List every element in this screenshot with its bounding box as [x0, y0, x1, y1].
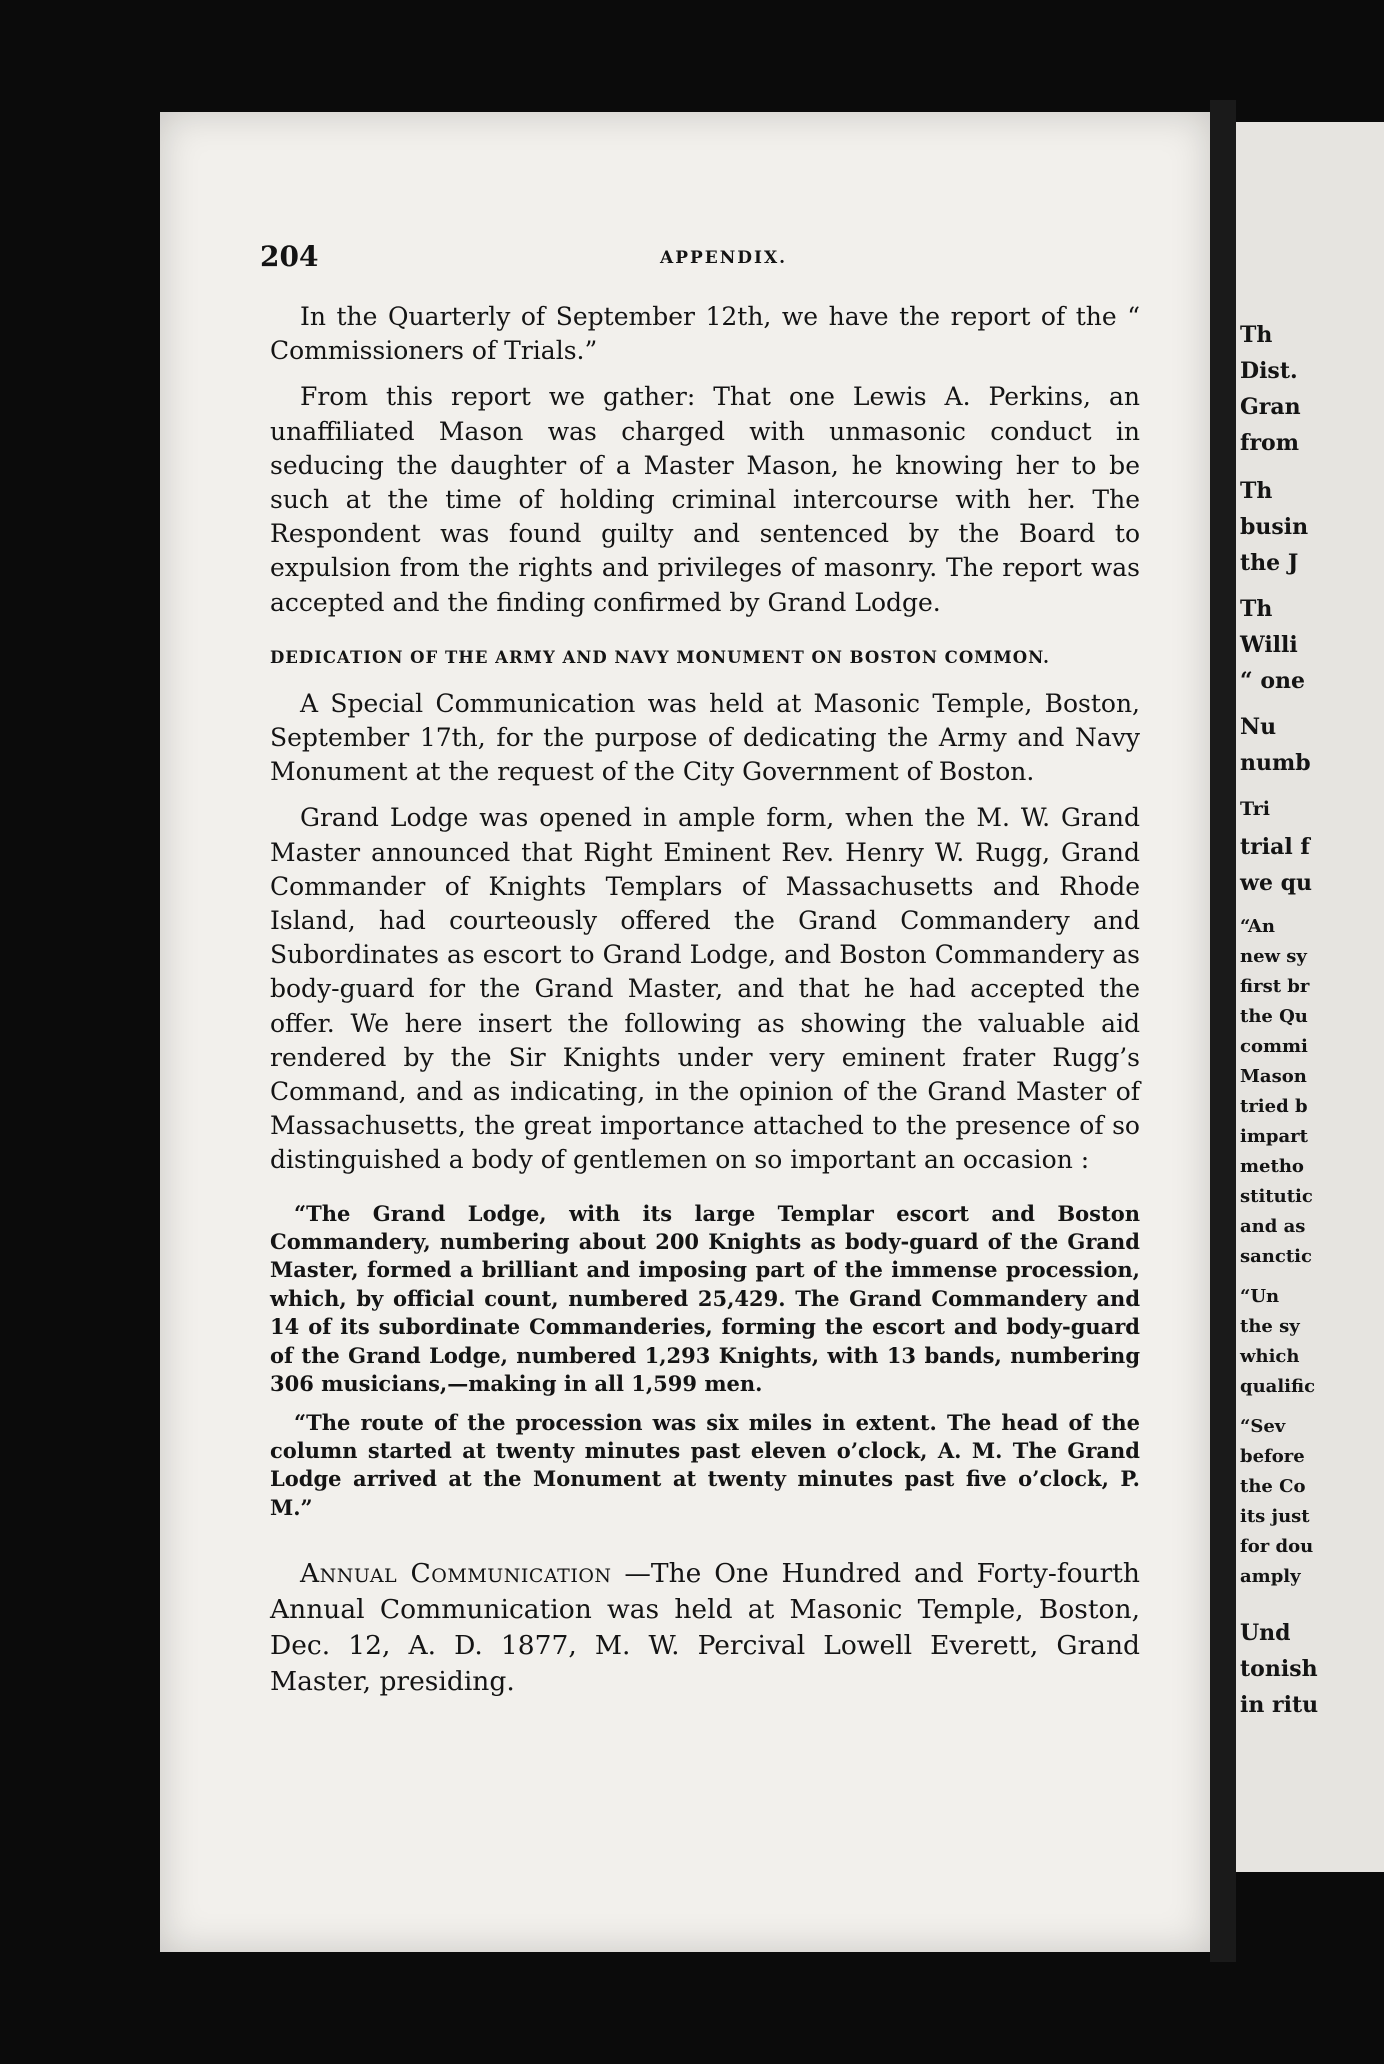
facing-page-line: for dou: [1240, 1536, 1314, 1557]
facing-page-line: tonish: [1240, 1656, 1318, 1682]
facing-page-line: Th: [1240, 596, 1273, 622]
paragraph-perkins-case: From this report we gather: That one Lewis A. Perkins, an unaffiliated Mason was charged with unmasonic conduct in seducing the daughter of a Master Mason, he knowing her to be such at the time of holding criminal intercourse with her. The Respondent was found guilty and sentenced by the Board to expulsion from the rights and privileges of masonry. The report was accepted and the finding confirmed by Grand Lodge.: [270, 382, 1140, 617]
facing-page-line: stitutic: [1240, 1186, 1313, 1207]
facing-page-fragment: [1236, 122, 1384, 1872]
facing-page-line: “Sev: [1240, 1416, 1286, 1437]
facing-page-line: “Un: [1240, 1286, 1280, 1307]
facing-page-line: from: [1240, 430, 1300, 456]
facing-page-line: Th: [1240, 322, 1273, 348]
facing-page-line: new sy: [1240, 946, 1307, 967]
page-content: [260, 240, 1140, 1712]
facing-page-line: we qu: [1240, 870, 1312, 896]
facing-page-line: Mason: [1240, 1066, 1307, 1087]
running-head: [260, 240, 1140, 300]
annual-communication-text: —The One Hundred and Forty-fourth Annual Communication was held at Masonic Temple, Boston, Dec. 12, A. D. 1877, M. W. Percival Lowell Everett, Grand Master, presiding.: [270, 1558, 1140, 1698]
facing-page-line: amply: [1240, 1566, 1301, 1587]
paragraph-special-communication: A Special Communication was held at Masonic Temple, Boston, September 17th, for the purpose of dedicating the Army and Navy Monument at the request of the City Government of Boston.: [270, 688, 1140, 787]
paragraph-annual-communication: [270, 1556, 1140, 1700]
page-number: 204: [260, 240, 319, 273]
facing-page-line: “An: [1240, 916, 1275, 937]
facing-page-line: the J: [1240, 550, 1299, 576]
facing-page-line: its just: [1240, 1506, 1310, 1527]
facing-page-line: busin: [1240, 514, 1309, 540]
facing-page-line: and as: [1240, 1216, 1306, 1237]
facing-page-line: the sy: [1240, 1316, 1300, 1337]
facing-page-line: the Qu: [1240, 1006, 1308, 1027]
facing-page-line: Tri: [1240, 798, 1270, 820]
quote-procession-route: “The route of the procession was six miles in extent. The head of the column started at twenty minutes past eleven o’clock, A. M. The Grand Lodge arrived at the Monument at twenty minutes past five o’clock, P. M.”: [270, 1409, 1140, 1520]
facing-page-line: numb: [1240, 750, 1311, 776]
facing-page-line: trial f: [1240, 834, 1310, 860]
facing-page-line: Nu: [1240, 714, 1277, 740]
facing-page-line: Th: [1240, 478, 1273, 504]
facing-page-line: in ritu: [1240, 1692, 1319, 1718]
quote-procession-numbers: “The Grand Lodge, with its large Templar escort and Boston Commandery, numbering about 200 Knights as body-guard of the Grand Master, formed a brilliant and imposing part of the immense procession, which, by official count, numbered 25,429. The Grand Commandery and 14 of its subordinate Commanderies, forming the escort and body-guard of the Grand Lodge, numbered 1,293 Knights, with 13 bands, numbering 306 musicians,—making in all 1,599 men.: [270, 1200, 1140, 1397]
facing-page-line: which: [1240, 1346, 1300, 1367]
facing-page-line: first br: [1240, 976, 1310, 997]
facing-page-line: impart: [1240, 1126, 1308, 1147]
annual-communication-lead: Annual Communication: [300, 1558, 612, 1590]
facing-page-line: tried b: [1240, 1096, 1308, 1117]
facing-page-line: Willi: [1240, 632, 1298, 658]
facing-page-line: the Co: [1240, 1476, 1306, 1497]
paragraph-quarterly-report: In the Quarterly of September 12th, we have the report of the “ Commissioners of Trials.”: [270, 302, 1140, 366]
paragraph-grand-lodge-opened: Grand Lodge was opened in ample form, when the M. W. Grand Master announced that Right Eminent Rev. Henry W. Rugg, Grand Commander of Knights Templars of Massachusetts and Rhode Island, had courteously offered the Grand Commandery and Subordinates as escort to Grand Lodge, and Boston Commandery as body-guard for the Grand Master, and that he had accepted the offer. We here insert the following as showing the valuable aid rendered by the Sir Knights under very eminent frater Rugg’s Command, and as indicating, in the opinion of the Grand Master of Massachusetts, the great importance attached to the presence of so distinguished a body of gentlemen on so important an occasion :: [270, 803, 1140, 1175]
facing-page-line: “ one: [1240, 668, 1305, 694]
facing-page-line: commi: [1240, 1036, 1308, 1057]
quotation-block: [270, 1200, 1140, 1522]
facing-page-line: Gran: [1240, 394, 1301, 420]
facing-page-line: before: [1240, 1446, 1305, 1467]
facing-page-line: Dist.: [1240, 358, 1298, 384]
section-heading: DEDICATION OF THE ARMY AND NAVY MONUMENT ON BOSTON COMMON.: [270, 647, 1050, 667]
facing-page-line: Und: [1240, 1620, 1291, 1646]
book-page: [160, 112, 1210, 1952]
facing-page-line: metho: [1240, 1156, 1304, 1177]
book-gutter: [1210, 100, 1236, 1962]
running-title: APPENDIX.: [660, 248, 788, 268]
facing-page-line: qualific: [1240, 1376, 1316, 1397]
facing-page-line: sanctic: [1240, 1246, 1312, 1267]
